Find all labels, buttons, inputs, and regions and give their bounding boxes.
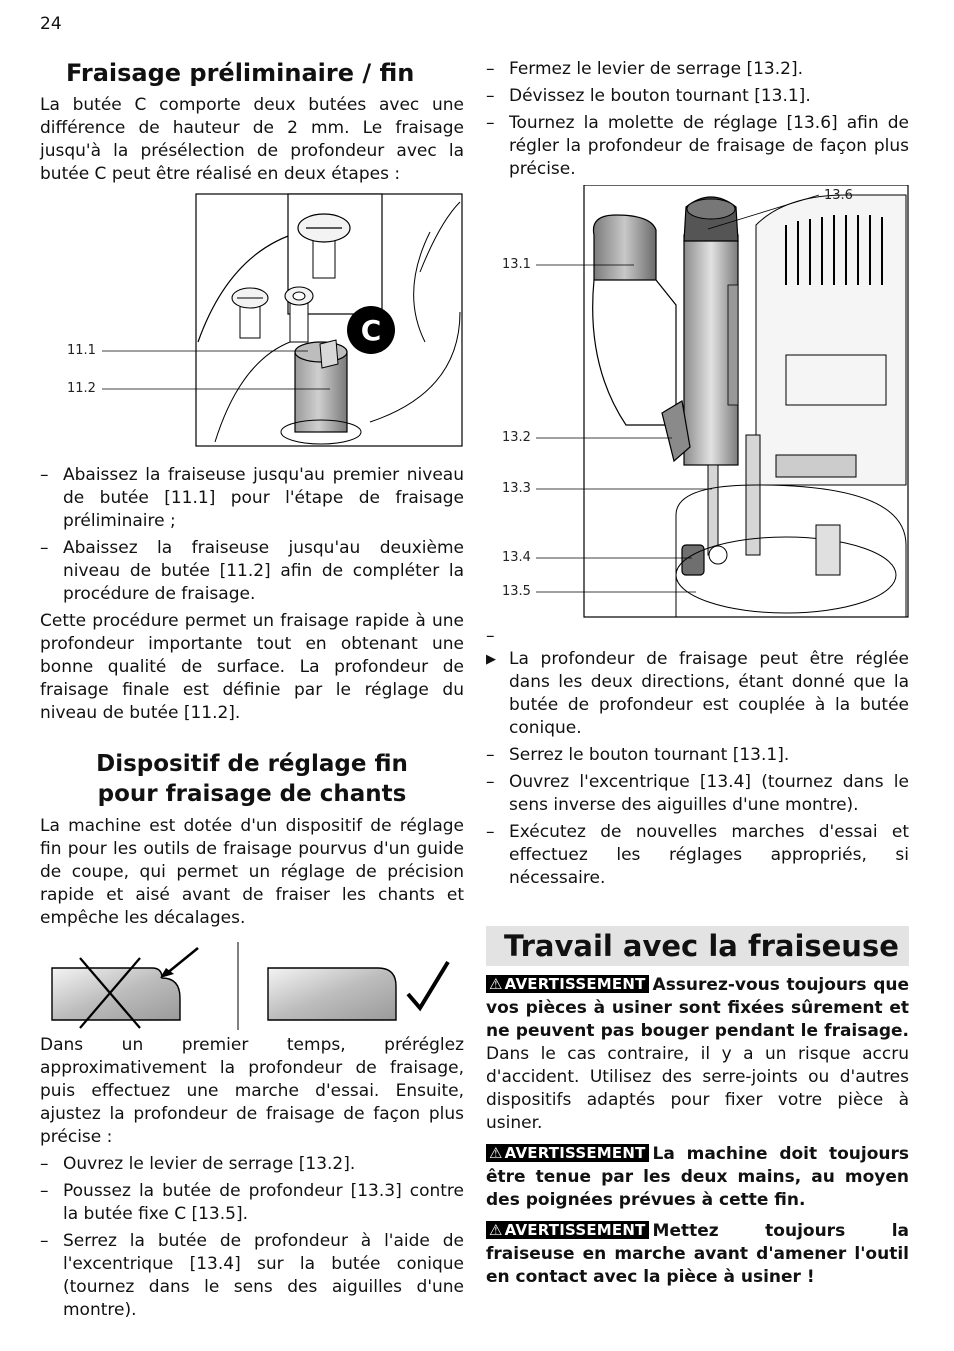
fine-milling-steps: [40, 464, 464, 606]
figure-13: [486, 185, 909, 625]
list-item: – Serrez le bouton tournant [13.1].: [486, 745, 790, 765]
list-item: – Fermez le levier de serrage [13.2].: [486, 59, 803, 79]
warning-3: ⚠ AVERTISSEMENT Mettez toujours la fraiseuse en marche avant d'amener l'outil en contact avec la pièce à usiner !: [486, 1221, 909, 1287]
warning-triangle-icon: ⚠: [489, 1221, 503, 1239]
callout-11-2: 11.2: [67, 381, 96, 396]
list-item: – Abaissez la fraiseuse jusqu'au deuxième niveau de butée [11.2] afin de compléter la procédure de fraisage.: [40, 538, 464, 604]
router-illustration: [486, 185, 909, 625]
section-title-fine-milling: Fraisage préliminaire / fin: [66, 59, 415, 87]
adjust-steps: [40, 1153, 464, 1322]
callout-13-4: 13.4: [502, 550, 531, 565]
list-item: – Tournez la molette de réglage [13.6] afin de régler la profondeur de fraisage de façon plus précise.: [486, 113, 909, 179]
note-list: [486, 648, 909, 740]
empty-dash-item: –: [486, 626, 495, 646]
list-item: – Poussez la butée de profondeur [13.3] contre la butée fixe C [13.5].: [40, 1181, 464, 1224]
warning-badge: ⚠ AVERTISSEMENT: [486, 1221, 649, 1239]
adjust-paragraph: Dans un premier temps, préréglez approximativement la profondeur de fraisage, puis effectuez une marche d'essai. Ensuite, ajustez la profondeur de fraisage de façon plus précise :: [40, 1035, 464, 1147]
warning-2: ⚠ AVERTISSEMENT La machine doit toujours être tenue par les deux mains, au moyen des poignées prévues à cette fin.: [486, 1144, 909, 1210]
callout-13-6: 13.6: [824, 188, 853, 203]
warning-triangle-icon: ⚠: [489, 975, 503, 993]
list-item: – Ouvrez l'excentrique [13.4] (tournez dans le sens inverse des aiguilles d'une montre).: [486, 772, 909, 815]
dial-steps: [486, 58, 909, 181]
callout-11-1: 11.1: [67, 343, 96, 358]
warning-badge: ⚠ AVERTISSEMENT: [486, 1144, 649, 1162]
list-item: – Serrez la butée de profondeur à l'aide de l'excentrique [13.4] sur la butée conique (tournez dans le sens des aiguilles d'une montre).: [40, 1231, 464, 1320]
section-heading-working: Travail avec la fraiseuse: [486, 926, 909, 966]
list-item: – Ouvrez le levier de serrage [13.2].: [40, 1154, 356, 1174]
page-number: 24: [40, 14, 62, 34]
warning-triangle-icon: ⚠: [489, 1144, 503, 1162]
list-item: – Exécutez de nouvelles marches d'essai et effectuez les réglages appropriés, si nécessaire.: [486, 822, 909, 888]
callout-13-1: 13.1: [502, 257, 531, 272]
callout-13-3: 13.3: [502, 481, 531, 496]
triangle-bullet-icon: ▶: [486, 652, 496, 667]
figure-11: [40, 192, 464, 450]
outro-paragraph: Cette procédure permet un fraisage rapide à une profondeur importante tout en obtenant une bonne qualité de surface. La profondeur de fraisage finale est définie par le réglage du niveau de butée [11.2].: [40, 611, 464, 723]
warning-1: ⚠ AVERTISSEMENT Assurez-vous toujours que vos pièces à usiner sont fixées sûrement et ne peuvent pas bouger pendant le fraisage. Dans le cas contraire, il y a un risque accru d'accident. Utilisez des serre-joints ou d'autres dispositifs adaptés pour fixer votre pièce à usiner.: [486, 975, 909, 1133]
callout-13-5: 13.5: [502, 584, 531, 599]
list-item: – Abaissez la fraiseuse jusqu'au premier niveau de butée [11.1] pour l'étape de fraisage préliminaire ;: [40, 465, 464, 531]
left-column: [40, 58, 464, 1326]
edge-profile-illustration: [40, 938, 464, 1034]
section-title-edge-adjustment: Dispositif de réglage fin pour fraisage de chants: [96, 751, 408, 807]
stop-c-illustration: [40, 192, 464, 450]
edge-profile-figure: [40, 938, 464, 1034]
figure-letter-c: C: [360, 314, 382, 347]
note-item: ▶ La profondeur de fraisage peut être réglée dans les deux directions, étant donné que la butée de profondeur est couplée à la butée conique.: [486, 649, 909, 738]
list-item: – Dévissez le bouton tournant [13.1].: [486, 86, 811, 106]
intro-paragraph: La butée C comporte deux butées avec une différence de hauteur de 2 mm. Le fraisage jusqu'à la présélection de profondeur avec la butée C peut être réalisé en deux étapes :: [40, 95, 464, 184]
fine-adjust-intro: La machine est dotée d'un dispositif de réglage fin pour les outils de fraisage pourvus d'un guide de coupe, qui permet un réglage de précision rapide et aisé avant de fraiser les chants et empêche les décalages.: [40, 816, 464, 928]
right-column: [486, 58, 909, 1289]
warning-badge: ⚠ AVERTISSEMENT: [486, 975, 649, 993]
callout-13-2: 13.2: [502, 430, 531, 445]
final-steps: [486, 744, 909, 890]
